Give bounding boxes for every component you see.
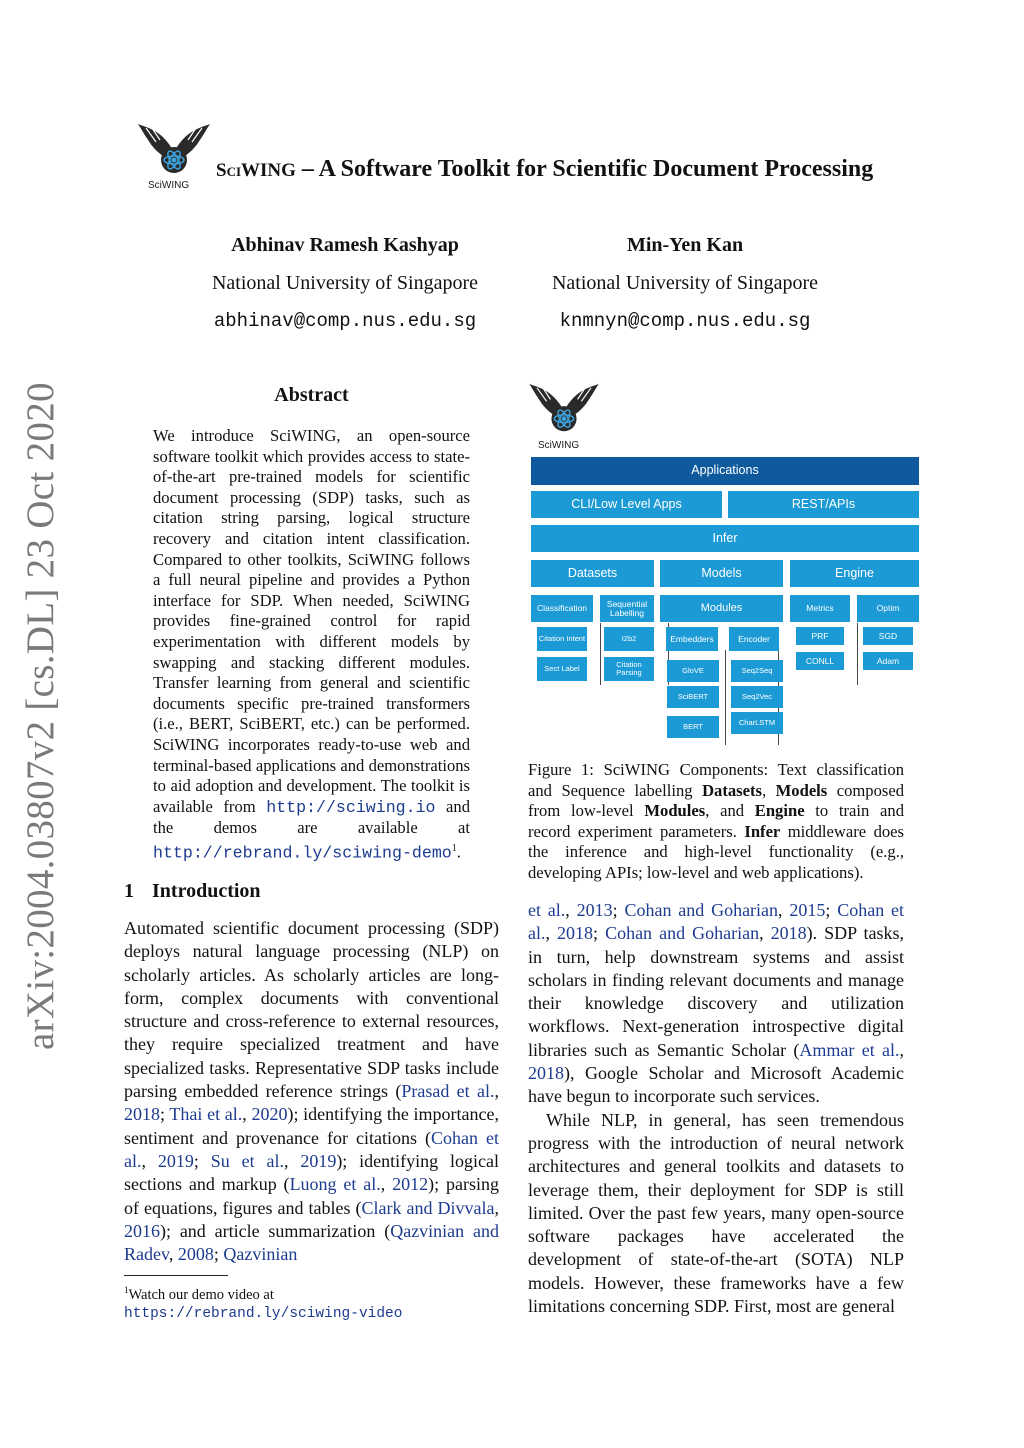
text-run: ; <box>612 900 625 920</box>
bold-term: Datasets <box>702 780 762 800</box>
section-heading <box>124 880 261 903</box>
intro-paragraph-right-1 <box>528 899 904 1109</box>
engine-box: Engine <box>790 560 919 587</box>
text-run: , <box>899 1039 904 1060</box>
text-run: , and <box>705 801 755 821</box>
author-1 <box>185 234 505 332</box>
author-name: Abhinav Ramesh Kashyap <box>231 234 459 256</box>
bold-term: Infer <box>744 821 781 841</box>
citation-link[interactable]: 2018 <box>124 1104 160 1125</box>
figure-logo-text: SciWING <box>538 440 580 451</box>
demo-link[interactable]: http://rebrand.ly/sciwing-demo <box>153 843 452 863</box>
abstract-heading: Abstract <box>274 384 349 406</box>
citation-link[interactable]: Qazvinian and Radev <box>124 1220 499 1265</box>
text-run: , <box>494 1197 499 1218</box>
citation-parsing-box: Citation Parsing <box>604 657 654 681</box>
citation-link[interactable]: 2018 <box>557 923 594 944</box>
citation-link[interactable]: Thai et al. <box>169 1104 243 1125</box>
glove-box: GloVE <box>667 660 719 682</box>
models-box: Models <box>660 560 783 587</box>
scibert-box: SciBERT <box>667 686 719 708</box>
encoder-box: Encoder <box>729 627 779 651</box>
text-run: , <box>141 1150 158 1171</box>
citation-link[interactable]: 2012 <box>392 1174 429 1195</box>
optim-box: Optim <box>857 595 919 622</box>
citation-link[interactable]: Luong et al. <box>289 1174 381 1195</box>
footnote-text: Watch our demo video at <box>128 1286 274 1303</box>
citation-link[interactable]: Cohan et al. <box>124 1127 499 1171</box>
owl-wings-icon <box>136 122 212 180</box>
owl-wings-icon <box>526 382 602 438</box>
conll-box: CONLL <box>796 652 844 670</box>
prf-box: PRF <box>796 627 844 645</box>
text-run: , <box>283 1150 301 1171</box>
intro-paragraph-right-2: While NLP, in general, has seen tremendous progress with the introduction of neural network architectures and general toolkits and datasets to leverage them, their deployment for SDP is still limited. Over the past few years, many open-source software packages have accelerated the development of state-of-the-art (SOTA) NLP models. However, these frameworks have a few limitations concerning SDP. First, most are general <box>528 1109 904 1317</box>
seq2seq-box: Seq2Seq <box>731 660 783 682</box>
citation-link[interactable]: Prasad et al. <box>401 1081 495 1102</box>
figure-caption <box>528 760 904 884</box>
seq-labelling-box: Sequential Labelling <box>600 595 654 622</box>
logo-text: SciWING <box>148 180 190 191</box>
text-run: ; <box>193 1150 211 1171</box>
text-run: ). SDP tasks, in turn, help downstream systems and assist scholars in finding relevant documents and manage their knowledge discovery and utilization workflows. Next-generation introspective digital libraries such as Semantic Scholar ( <box>528 923 905 1060</box>
citation-link[interactable]: 2016 <box>124 1220 160 1241</box>
author-email[interactable]: knmnyn@comp.nus.edu.sg <box>559 310 811 332</box>
bert-box: BERT <box>667 716 719 738</box>
text-run: , <box>778 900 790 920</box>
citation-link[interactable]: 2018 <box>528 1063 564 1084</box>
figure-logo <box>526 382 602 454</box>
text-run: ; <box>825 900 838 920</box>
text-run: ); and article summarization ( <box>160 1220 391 1241</box>
citation-intent-box: Citation Intent <box>537 627 587 651</box>
citation-link[interactable]: Qazvinian <box>223 1244 298 1265</box>
text-run: ; <box>593 923 606 944</box>
text-run: , <box>565 900 577 920</box>
text-run: , <box>494 1081 500 1102</box>
text-run: ), Google Scholar and Microsoft Academic have begun to incorporate such services. <box>528 1063 904 1107</box>
paper-title <box>216 156 873 183</box>
citation-link[interactable]: Su et al. <box>210 1150 284 1171</box>
text-run: ; <box>213 1244 224 1265</box>
adam-box: Adam <box>863 652 913 670</box>
intro-paragraph-left <box>124 917 499 1266</box>
text-run: composed from low-level <box>528 780 905 821</box>
text-run: ); identifying the importance, sentiment and provenance for citations ( <box>124 1104 500 1148</box>
citation-link[interactable]: Cohan et al. <box>528 900 905 944</box>
cli-box: CLI/Low Level Apps <box>531 491 722 518</box>
classification-box: Classification <box>531 595 593 622</box>
text-run: ); parsing of equations, figures and tables ( <box>124 1174 500 1218</box>
footnote <box>124 1281 499 1323</box>
abstract-text-mid: and the demos are available at <box>153 796 470 838</box>
citation-link[interactable]: 2019 <box>300 1150 337 1171</box>
citation-link[interactable]: 2013 <box>576 900 613 920</box>
citation-link[interactable]: 2008 <box>177 1244 214 1265</box>
author-2 <box>525 234 845 332</box>
section-number: 1 <box>124 880 134 902</box>
sciwing-link[interactable]: http://sciwing.io <box>266 797 436 817</box>
abstract-end: . <box>456 842 461 862</box>
citation-link[interactable]: 2015 <box>789 900 826 920</box>
footnote-number: 1 <box>124 1285 129 1295</box>
citation-link[interactable]: Clark and Divvala <box>361 1197 495 1218</box>
infer-box: Infer <box>531 525 919 552</box>
rest-box: REST/APIs <box>728 491 919 518</box>
citation-link[interactable]: Ammar et al. <box>799 1039 900 1060</box>
abstract-body <box>153 426 470 864</box>
datasets-box: Datasets <box>531 560 654 587</box>
text-run: to train and record experiment parameters. <box>528 801 904 841</box>
connector-line <box>600 623 601 685</box>
text-run: , <box>380 1174 393 1195</box>
footnote-rule <box>124 1275 228 1276</box>
text-run: Automated scientific document processing (SDP) deploys natural language processing (NLP) on scholarly articles. As scholarly articles are long-form, complex documents with conventional structure and cross-reference to external resources, they require specialized treatment and have specialized tasks. Representative SDP tasks include parsing embedded reference strings ( <box>124 918 499 1102</box>
author-email[interactable]: abhinav@comp.nus.edu.sg <box>213 310 477 332</box>
text-run: , <box>168 1244 178 1265</box>
sgd-box: SGD <box>863 627 913 645</box>
bold-term: Modules <box>644 801 706 821</box>
embedders-box: Embedders <box>666 627 718 651</box>
citation-link[interactable]: 2019 <box>157 1150 194 1171</box>
text-run: , <box>759 923 771 944</box>
figure-1 <box>524 380 924 750</box>
citation-link[interactable]: Cohan and Goharian <box>605 923 760 944</box>
abstract-text: We introduce SciWING, an open-source software toolkit which provides access to state-of-the-art pre-trained models for scientific document processing (SDP) tasks, such as citation string parsing, logical structure recovery and citation intent classification. Compared to other toolkits, SciWING follows a full neural pipeline and provides a Python interface for SDP. When needed, SciWING provides fine-grained control for rapid experimentation with different models by swapping and stacking different modules. Transfer learning from general and scientific documents specific pre-trained transformers (i.e., BERT, SciBERT, etc.) can be performed. SciWING incorporates ready-to-use web and terminal-based applications and demonstrations to aid adoption and development. The toolkit is available from <box>153 426 470 816</box>
arxiv-stamp: arXiv:2004.03807v2 [cs.DL] 23 Oct 2020 <box>19 382 62 1050</box>
bold-term: Models <box>775 780 828 800</box>
text-run: ); identifying logical sections and markup ( <box>124 1150 499 1195</box>
title-brand: SciWING <box>216 160 296 181</box>
text-run: , <box>242 1104 252 1125</box>
citation-link[interactable]: Cohan and Goharian <box>624 900 779 920</box>
author-affiliation: National University of Singapore <box>551 272 819 294</box>
text-run: ; <box>160 1104 170 1125</box>
connector-line <box>725 650 726 745</box>
title-rest: – A Software Toolkit for Scientific Document Processing <box>301 156 874 182</box>
sciwing-logo <box>136 122 212 194</box>
citation-link[interactable]: 2020 <box>251 1104 288 1125</box>
footnote-mark: 1 <box>451 842 457 854</box>
intro-right-column <box>528 899 904 1318</box>
video-link[interactable]: https://rebrand.ly/sciwing-video <box>124 1305 403 1322</box>
text-run: middleware does the inference and high-level functionality (e.g., developing APIs; low-level and web applications). <box>528 821 904 882</box>
citation-link[interactable]: et al. <box>528 900 566 920</box>
charlstm-box: CharLSTM <box>731 712 783 734</box>
applications-box: Applications <box>531 457 919 485</box>
connector-line <box>857 623 858 685</box>
author-name: Min-Yen Kan <box>626 234 744 256</box>
citation-link[interactable]: 2018 <box>770 923 807 944</box>
text-run: , <box>761 780 776 800</box>
modules-box: Modules <box>660 595 783 622</box>
section-title: Introduction <box>152 880 261 902</box>
sect-label-box: Sect Label <box>537 657 587 681</box>
author-affiliation: National University of Singapore <box>211 272 479 294</box>
seq2vec-box: Seq2Vec <box>731 686 783 708</box>
metrics-box: Metrics <box>790 595 850 622</box>
bold-term: Engine <box>754 801 805 821</box>
text-run: Figure 1: SciWING Components: Text classification and Sequence labelling <box>528 760 904 800</box>
text-run: , <box>545 923 558 944</box>
i2b2-box: I2b2 <box>604 627 654 651</box>
